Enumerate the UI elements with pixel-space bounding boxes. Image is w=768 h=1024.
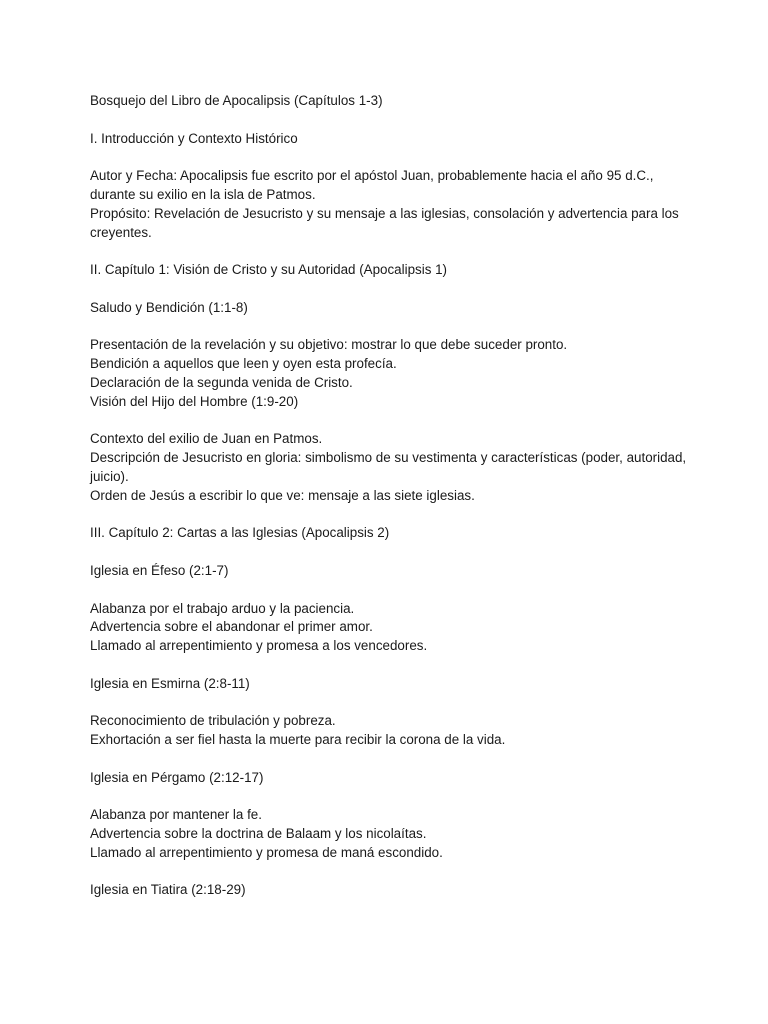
paragraph-autor-proposito — [90, 167, 690, 242]
paragraph-esmirna-items — [90, 712, 690, 750]
section-heading-capitulo-2: III. Capítulo 2: Cartas a las Iglesias (Apocalipsis 2) — [90, 525, 390, 541]
text-line: Contexto del exilio de Juan en Patmos. — [90, 431, 323, 447]
section-heading-introduccion: I. Introducción y Contexto Histórico — [90, 130, 298, 146]
text-line: Advertencia sobre la doctrina de Balaam y los nicolaítas. — [90, 826, 427, 842]
subheading-pergamo: Iglesia en Pérgamo (2:12-17) — [90, 769, 264, 785]
paragraph-vision-items — [90, 430, 690, 505]
section-heading-capitulo-1: II. Capítulo 1: Visión de Cristo y su Autoridad (Apocalipsis 1) — [90, 262, 448, 278]
text-line: Llamado al arrepentimiento y promesa de maná escondido. — [90, 844, 443, 860]
text-line: Orden de Jesús a escribir lo que ve: mensaje a las siete iglesias. — [90, 487, 475, 503]
text-line: Advertencia sobre el abandonar el primer amor. — [90, 619, 373, 635]
paragraph-efeso-items — [90, 600, 690, 656]
subheading-tiatira: Iglesia en Tiatira (2:18-29) — [90, 882, 246, 898]
subheading-esmirna: Iglesia en Esmirna (2:8-11) — [90, 675, 250, 691]
text-line: Bendición a aquellos que leen y oyen esta profecía. — [90, 356, 397, 372]
text-line: Declaración de la segunda venida de Cristo. — [90, 374, 353, 390]
text-line: Llamado al arrepentimiento y promesa a los vencedores. — [90, 638, 428, 654]
subheading-vision: Visión del Hijo del Hombre (1:9-20) — [90, 393, 299, 409]
subheading-saludo: Saludo y Bendición (1:1-8) — [90, 299, 248, 315]
paragraph-saludo-items — [90, 336, 690, 411]
text-line: Reconocimiento de tribulación y pobreza. — [90, 713, 336, 729]
document-body — [90, 92, 690, 919]
text-line-autor: Autor y Fecha: Apocalipsis fue escrito por el apóstol Juan, probablemente hacia el año 95 d.C., durante su exilio en la isla de Patmos. — [90, 168, 654, 202]
text-line: Descripción de Jesucristo en gloria: simbolismo de su vestimenta y características (poder, autoridad, juicio). — [90, 450, 687, 484]
text-line: Alabanza por el trabajo arduo y la paciencia. — [90, 600, 355, 616]
text-line: Presentación de la revelación y su objetivo: mostrar lo que debe suceder pronto. — [90, 337, 568, 353]
document-title: Bosquejo del Libro de Apocalipsis (Capítulos 1-3) — [90, 93, 383, 108]
text-line: Alabanza por mantener la fe. — [90, 807, 262, 823]
text-line-proposito: Propósito: Revelación de Jesucristo y su mensaje a las iglesias, consolación y advertencia para los creyentes. — [90, 205, 679, 240]
paragraph-pergamo-items — [90, 806, 690, 862]
text-line: Exhortación a ser fiel hasta la muerte para recibir la corona de la vida. — [90, 732, 506, 748]
subheading-efeso: Iglesia en Éfeso (2:1-7) — [90, 562, 229, 578]
